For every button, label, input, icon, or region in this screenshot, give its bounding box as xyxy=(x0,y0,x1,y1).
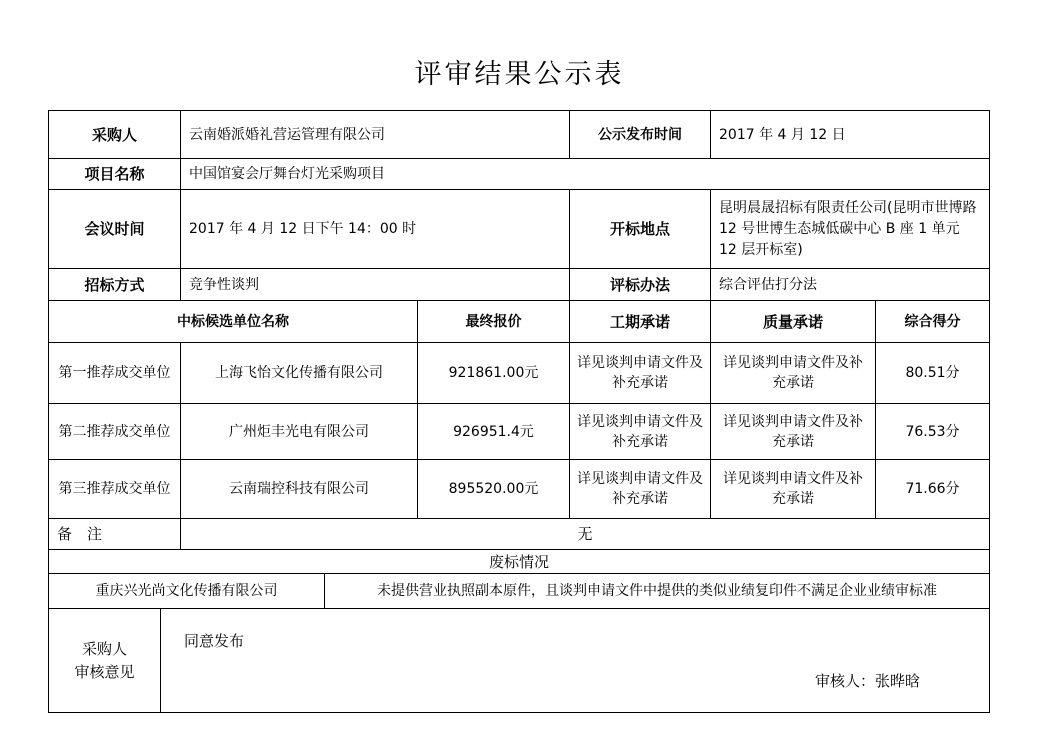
table-border-top xyxy=(48,110,990,111)
header-score: 综合得分 xyxy=(904,313,961,330)
grid-line xyxy=(48,189,990,190)
candidate-schedule: 详见谈判申请文件及补充承诺 xyxy=(577,355,703,391)
bid-method-label: 招标方式 xyxy=(84,275,145,294)
grid-line xyxy=(48,268,990,269)
meeting-time-label: 会议时间 xyxy=(84,220,145,238)
candidate-price: 926951.4元 xyxy=(453,423,534,440)
grid-line xyxy=(417,300,418,518)
grid-line xyxy=(569,110,570,158)
review-label xyxy=(49,609,160,712)
candidate-price: 895520.00元 xyxy=(448,481,539,497)
void-bid-reason: 未提供营业执照副本原件，且谈判申请文件中提供的类似业绩复印件不满足企业业绩审标准 xyxy=(377,583,937,599)
candidate-quality: 详见谈判申请文件及补充承诺 xyxy=(723,413,863,450)
candidate-rank: 第一推荐成交单位 xyxy=(58,365,171,381)
grid-line xyxy=(48,549,990,550)
bid-open-place-label: 开标地点 xyxy=(609,220,670,238)
table-border-bottom xyxy=(48,712,990,713)
grid-line xyxy=(569,189,570,518)
publish-time-label: 公示发布时间 xyxy=(598,126,682,143)
eval-method-value: 综合评估打分法 xyxy=(719,276,817,293)
void-bid-header: 废标情况 xyxy=(488,552,549,571)
grid-line xyxy=(48,608,990,609)
review-label-line2: 审核意见 xyxy=(74,662,135,681)
table-border-left xyxy=(48,110,49,713)
review-label-line1: 采购人 xyxy=(81,639,127,658)
candidate-schedule: 详见谈判申请文件及补充承诺 xyxy=(577,471,703,507)
grid-line xyxy=(48,300,990,301)
meeting-time-value: 2017 年 4 月 12 日下午 14：00 时 xyxy=(189,221,417,237)
grid-line xyxy=(48,573,990,574)
candidate-name: 上海飞怡文化传播有限公司 xyxy=(215,365,383,381)
candidate-name: 广州炬丰光电有限公司 xyxy=(229,423,369,440)
bid-open-place-value: 昆明晨晟招标有限责任公司(昆明市世博路 12 号世博生态城低碳中心 B 座 1 单元 12 层开标室) xyxy=(719,199,977,258)
eval-method-label: 评标办法 xyxy=(609,275,670,294)
header-final-price: 最终报价 xyxy=(465,313,522,330)
page-title: 评审结果公示表 xyxy=(414,59,625,90)
grid-line xyxy=(710,110,711,158)
remarks-label: 备 注 xyxy=(57,525,103,543)
candidate-quality: 详见谈判申请文件及补充承诺 xyxy=(723,471,863,507)
reviewer-signature: 审核人：张晔晗 xyxy=(815,672,921,690)
header-quality: 质量承诺 xyxy=(762,312,823,331)
candidate-price: 921861.00元 xyxy=(448,365,539,381)
header-candidate-name: 中标候选单位名称 xyxy=(177,313,289,330)
candidate-score: 76.53分 xyxy=(905,423,960,440)
candidate-rank: 第三推荐成交单位 xyxy=(58,481,171,497)
grid-line xyxy=(875,300,876,518)
grid-line xyxy=(160,608,161,712)
candidate-quality: 详见谈判申请文件及补充承诺 xyxy=(723,355,863,391)
candidate-schedule: 详见谈判申请文件及补充承诺 xyxy=(577,413,703,450)
void-bid-company: 重庆兴光尚文化传播有限公司 xyxy=(95,583,278,599)
grid-line xyxy=(48,403,990,404)
grid-line xyxy=(48,158,990,159)
project-name-label: 项目名称 xyxy=(84,165,145,183)
remarks-value: 无 xyxy=(577,525,593,543)
grid-line xyxy=(48,518,990,519)
purchaser-value: 云南婚派婚礼营运管理有限公司 xyxy=(189,126,385,143)
purchaser-label: 采购人 xyxy=(91,125,137,144)
table-border-right xyxy=(989,110,990,713)
grid-line xyxy=(710,189,711,518)
project-name-value: 中国馆宴会厅舞台灯光采购项目 xyxy=(189,166,385,182)
review-opinion: 同意发布 xyxy=(184,632,245,650)
grid-line xyxy=(324,573,325,608)
grid-line xyxy=(48,459,990,460)
publish-time-value: 2017 年 4 月 12 日 xyxy=(719,126,846,143)
header-schedule: 工期承诺 xyxy=(609,312,670,331)
candidate-score: 71.66分 xyxy=(905,481,960,497)
grid-line xyxy=(180,342,181,549)
bid-method-value: 竞争性谈判 xyxy=(189,276,259,293)
candidate-score: 80.51分 xyxy=(905,365,960,381)
candidate-rank: 第二推荐成交单位 xyxy=(58,423,171,440)
grid-line xyxy=(48,342,990,343)
candidate-name: 云南瑞控科技有限公司 xyxy=(229,481,369,497)
grid-line xyxy=(180,110,181,300)
